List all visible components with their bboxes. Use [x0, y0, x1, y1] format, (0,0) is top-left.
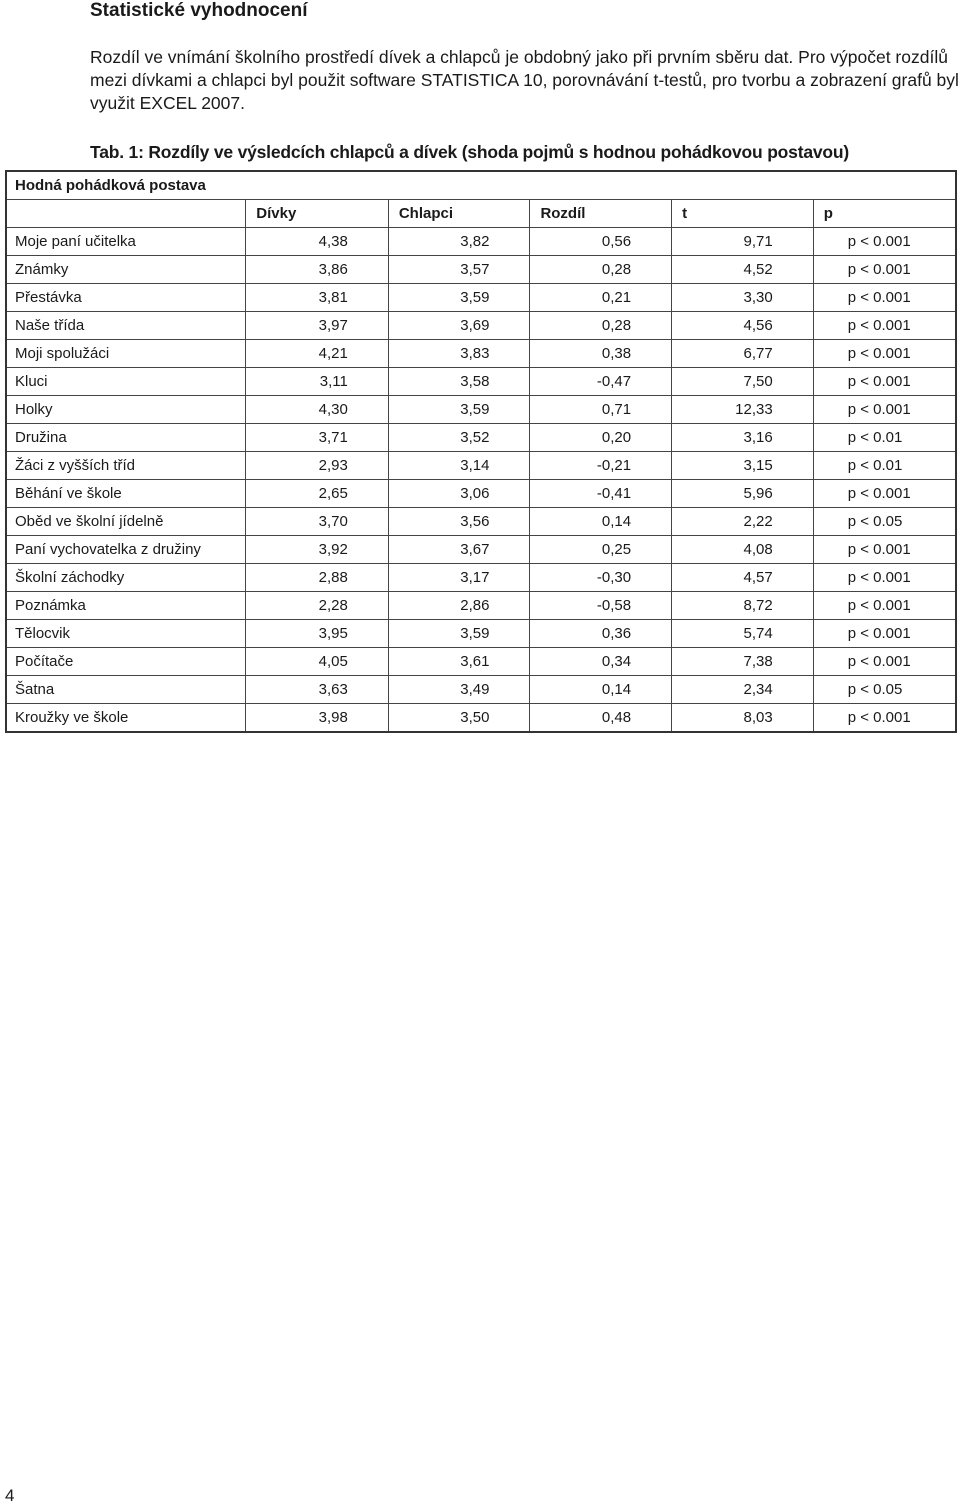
cell-value: 0,48 [530, 704, 672, 733]
cell-value: 3,14 [388, 452, 530, 480]
cell-value: 3,95 [246, 620, 389, 648]
cell-value: 0,28 [530, 256, 672, 284]
cell-value: 0,14 [530, 508, 672, 536]
row-label: Kroužky ve škole [6, 704, 246, 733]
column-header: p [813, 200, 956, 228]
cell-value: p < 0.01 [813, 452, 956, 480]
cell-value: -0,41 [530, 480, 672, 508]
cell-value: 8,72 [672, 592, 814, 620]
cell-value: p < 0.001 [813, 312, 956, 340]
cell-value: p < 0.001 [813, 340, 956, 368]
cell-value: 6,77 [672, 340, 814, 368]
cell-value: 9,71 [672, 228, 814, 256]
table-row [6, 508, 956, 536]
cell-value: 3,69 [388, 312, 530, 340]
column-header: Rozdíl [530, 200, 672, 228]
cell-value: p < 0.001 [813, 480, 956, 508]
cell-value: 5,74 [672, 620, 814, 648]
cell-value: p < 0.05 [813, 676, 956, 704]
row-label: Počítače [6, 648, 246, 676]
table-row [6, 256, 956, 284]
table-caption: Tab. 1: Rozdíly ve výsledcích chlapců a dívek (shoda pojmů s hodnou pohádkovou postavou) [90, 142, 850, 162]
page-number: 4 [5, 1486, 15, 1505]
cell-value: 3,16 [672, 424, 814, 452]
cell-value: 3,71 [246, 424, 389, 452]
column-header: Dívky [246, 200, 389, 228]
row-label: Moje paní učitelka [6, 228, 246, 256]
table-title: Hodná pohádková postava [6, 171, 956, 200]
cell-value: 0,34 [530, 648, 672, 676]
cell-value: 3,50 [388, 704, 530, 733]
row-label: Školní záchodky [6, 564, 246, 592]
cell-value: 3,92 [246, 536, 389, 564]
cell-value: 4,52 [672, 256, 814, 284]
row-label: Naše třída [6, 312, 246, 340]
table-title-row [6, 171, 956, 200]
column-header [6, 200, 246, 228]
cell-value: p < 0.001 [813, 396, 956, 424]
cell-value: 3,17 [388, 564, 530, 592]
cell-value: p < 0.05 [813, 508, 956, 536]
row-label: Tělocvik [6, 620, 246, 648]
cell-value: 2,65 [246, 480, 389, 508]
cell-value: 0,20 [530, 424, 672, 452]
cell-value: 3,61 [388, 648, 530, 676]
cell-value: 4,57 [672, 564, 814, 592]
cell-value: 2,86 [388, 592, 530, 620]
row-label: Žáci z vyšších tříd [6, 452, 246, 480]
cell-value: 2,93 [246, 452, 389, 480]
table-row [6, 452, 956, 480]
cell-value: p < 0.001 [813, 704, 956, 733]
table-row [6, 648, 956, 676]
cell-value: p < 0.001 [813, 256, 956, 284]
table-row [6, 284, 956, 312]
cell-value: 8,03 [672, 704, 814, 733]
table-row [6, 676, 956, 704]
cell-value: 3,82 [388, 228, 530, 256]
row-label: Paní vychovatelka z družiny [6, 536, 246, 564]
cell-value: p < 0.001 [813, 368, 956, 396]
cell-value: 4,08 [672, 536, 814, 564]
cell-value: 3,63 [246, 676, 389, 704]
row-label: Holky [6, 396, 246, 424]
cell-value: 5,96 [672, 480, 814, 508]
cell-value: -0,47 [530, 368, 672, 396]
cell-value: p < 0.001 [813, 284, 956, 312]
cell-value: 3,11 [246, 368, 389, 396]
cell-value: 4,05 [246, 648, 389, 676]
cell-value: 3,83 [388, 340, 530, 368]
cell-value: 3,06 [388, 480, 530, 508]
cell-value: 4,38 [246, 228, 389, 256]
cell-value: 3,52 [388, 424, 530, 452]
row-label: Moji spolužáci [6, 340, 246, 368]
cell-value: 7,38 [672, 648, 814, 676]
table-row [6, 536, 956, 564]
cell-value: 3,81 [246, 284, 389, 312]
cell-value: 3,67 [388, 536, 530, 564]
section-heading: Statistické vyhodnocení [90, 0, 308, 21]
cell-value: -0,58 [530, 592, 672, 620]
row-label: Přestávka [6, 284, 246, 312]
row-label: Známky [6, 256, 246, 284]
table-row [6, 340, 956, 368]
cell-value: 7,50 [672, 368, 814, 396]
cell-value: 3,59 [388, 284, 530, 312]
cell-value: p < 0.01 [813, 424, 956, 452]
cell-value: 3,59 [388, 620, 530, 648]
cell-value: p < 0.001 [813, 592, 956, 620]
row-label: Oběd ve školní jídelně [6, 508, 246, 536]
cell-value: 2,28 [246, 592, 389, 620]
cell-value: 3,59 [388, 396, 530, 424]
cell-value: 3,57 [388, 256, 530, 284]
cell-value: 0,38 [530, 340, 672, 368]
results-table [5, 170, 957, 733]
table-row [6, 368, 956, 396]
cell-value: 3,49 [388, 676, 530, 704]
cell-value: -0,30 [530, 564, 672, 592]
row-label: Běhání ve škole [6, 480, 246, 508]
cell-value: -0,21 [530, 452, 672, 480]
cell-value: p < 0.001 [813, 536, 956, 564]
cell-value: 2,88 [246, 564, 389, 592]
cell-value: 3,56 [388, 508, 530, 536]
column-header: t [672, 200, 814, 228]
cell-value: 3,15 [672, 452, 814, 480]
table-row [6, 228, 956, 256]
row-label: Kluci [6, 368, 246, 396]
table-row [6, 424, 956, 452]
body-paragraph: Rozdíl ve vnímání školního prostředí dívek a chlapců je obdobný jako při prvním sběru dat. Pro výpočet rozdílů mezi dívkami a chlapci byl použit software STATISTICA 10, porovnávání t-testů, pro tvorbu a zobrazení grafů byl využit EXCEL 2007. [90, 47, 959, 113]
cell-value: 3,98 [246, 704, 389, 733]
table-row [6, 396, 956, 424]
cell-value: 3,97 [246, 312, 389, 340]
cell-value: 0,56 [530, 228, 672, 256]
cell-value: p < 0.001 [813, 648, 956, 676]
row-label: Poznámka [6, 592, 246, 620]
cell-value: 3,70 [246, 508, 389, 536]
row-label: Družina [6, 424, 246, 452]
row-label: Šatna [6, 676, 246, 704]
table-row [6, 480, 956, 508]
column-header: Chlapci [388, 200, 530, 228]
cell-value: p < 0.001 [813, 564, 956, 592]
table-header-row [6, 200, 956, 228]
cell-value: 0,14 [530, 676, 672, 704]
cell-value: p < 0.001 [813, 620, 956, 648]
cell-value: 3,58 [388, 368, 530, 396]
cell-value: 12,33 [672, 396, 814, 424]
table-row [6, 620, 956, 648]
cell-value: 2,22 [672, 508, 814, 536]
cell-value: 0,25 [530, 536, 672, 564]
cell-value: 3,86 [246, 256, 389, 284]
cell-value: 0,21 [530, 284, 672, 312]
cell-value: 3,30 [672, 284, 814, 312]
cell-value: 4,56 [672, 312, 814, 340]
cell-value: 4,30 [246, 396, 389, 424]
table-row [6, 592, 956, 620]
table-row [6, 704, 956, 733]
cell-value: 0,36 [530, 620, 672, 648]
cell-value: 0,28 [530, 312, 672, 340]
table-row [6, 564, 956, 592]
cell-value: 4,21 [246, 340, 389, 368]
cell-value: 0,71 [530, 396, 672, 424]
cell-value: 2,34 [672, 676, 814, 704]
cell-value: p < 0.001 [813, 228, 956, 256]
table-row [6, 312, 956, 340]
